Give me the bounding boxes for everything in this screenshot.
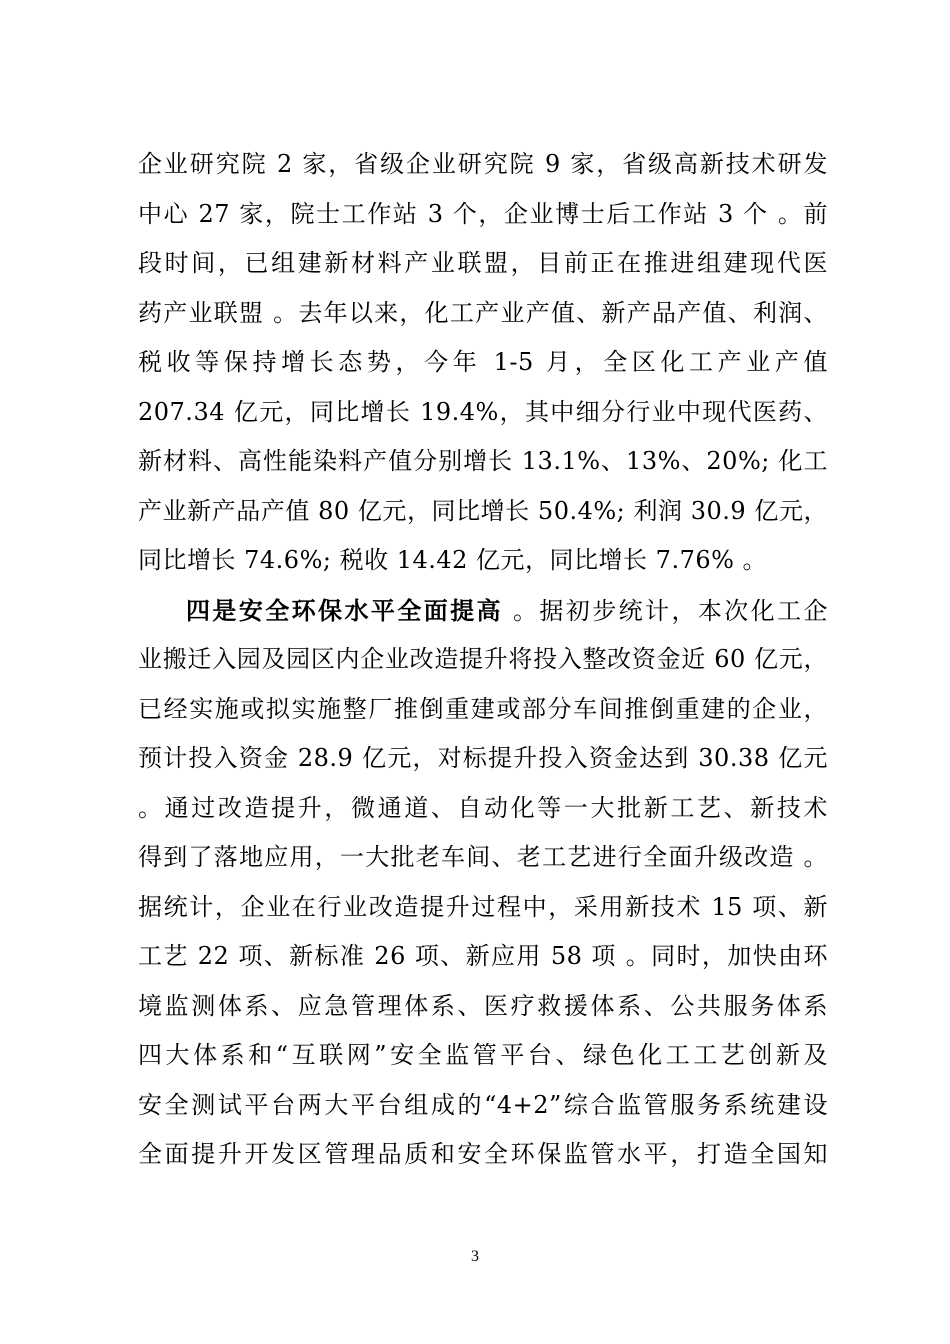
- text-line: 据统计，企业在行业改造提升过程中，采用新技术 15 项、新: [138, 892, 828, 921]
- text-line: 。通过改造提升，微通道、自动化等一大批新工艺、新技术: [138, 793, 828, 822]
- text-line: 207.34 亿元，同比增长 19.4%，其中细分行业中现代医药、: [138, 397, 828, 426]
- text-line: 中心 27 家，院士工作站 3 个，企业博士后工作站 3 个 。前: [138, 199, 828, 228]
- text-line: 段时间，已组建新材料产业联盟，目前正在推进组建现代医: [138, 249, 828, 277]
- text-line: 同比增长 74.6%; 税收 14.42 亿元，同比增长 7.76% 。: [138, 546, 768, 574]
- text-line: 业搬迁入园及园区内企业改造提升将投入整改资金近 60 亿元，: [138, 645, 828, 673]
- paragraph-safety-environment: [138, 586, 828, 1180]
- text-line: 新材料、高性能染料产值分别增长 13.1%、13%、20%; 化工: [138, 447, 828, 475]
- text-line: 工艺 22 项、新标准 26 项、新应用 58 项 。同时，加快由环: [138, 942, 828, 970]
- text-line: 产业新产品产值 80 亿元，同比增长 50.4%; 利润 30.9 亿元，: [138, 496, 828, 525]
- text-line: 药产业联盟 。去年以来，化工产业产值、新产品产值、利润、: [138, 298, 828, 327]
- text-line: 税收等保持增长态势，今年 1-5 月，全区化工产业产值: [138, 348, 828, 376]
- text-line: 安全测试平台两大平台组成的“4+2”综合监管服务系统建设: [138, 1090, 828, 1119]
- paragraph-first-line: [138, 586, 828, 636]
- page-number: 3: [471, 1248, 479, 1265]
- text-line: 得到了落地应用，一大批老车间、老工艺进行全面升级改造 。: [138, 843, 828, 871]
- text-line: 企业研究院 2 家，省级企业研究院 9 家，省级高新技术研发: [138, 150, 828, 178]
- section-heading: 四是安全环保水平全面提高: [186, 595, 503, 625]
- text-line: 四大体系和“互联网”安全监管平台、绿色化工工艺创新及: [138, 1041, 828, 1069]
- text-line: 预计投入资金 28.9 亿元，对标提升投入资金达到 30.38 亿元: [138, 744, 828, 772]
- body-text: [138, 140, 828, 1180]
- paragraph-rd-centers: [138, 140, 828, 586]
- text-line: 已经实施或拟实施整厂推倒重建或部分车间推倒重建的企业，: [138, 694, 828, 723]
- text-line: 境监测体系、应急管理体系、医疗救援体系、公共服务体系: [138, 991, 828, 1020]
- text-span: 。据初步统计，本次化工企: [502, 596, 828, 625]
- text-line: 全面提升开发区管理品质和安全环保监管水平，打造全国知: [138, 1140, 828, 1168]
